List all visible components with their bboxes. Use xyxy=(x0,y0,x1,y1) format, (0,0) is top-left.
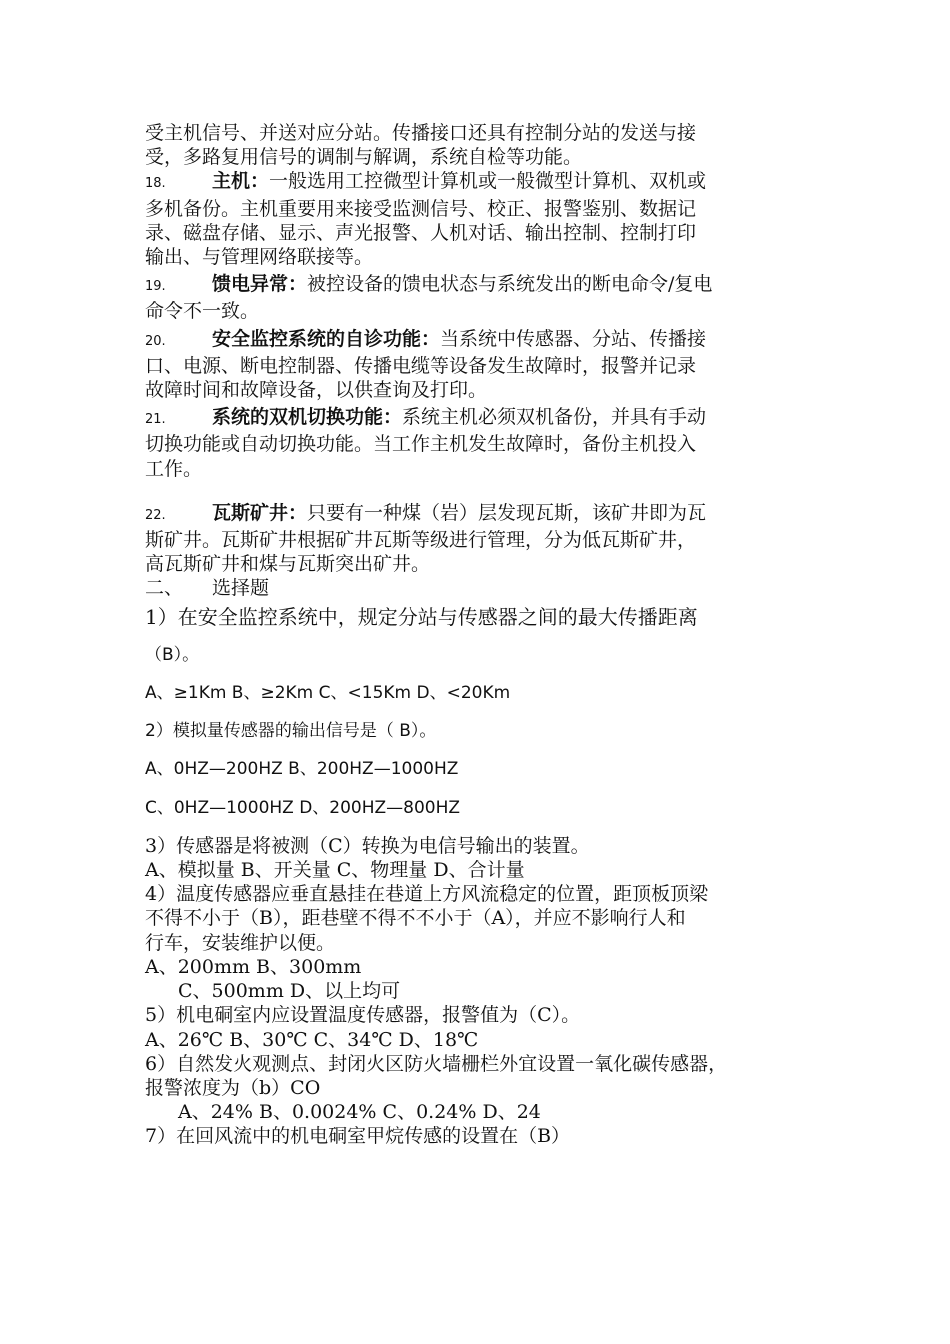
question-6-line-2: 报警浓度为（b）CO xyxy=(145,1076,321,1099)
question-7: 7）在回风流中的机电硐室甲烷传感的设置在（B） xyxy=(145,1125,571,1148)
question-5: 5）机电硐室内应设置温度传感器，报警值为（C）。 xyxy=(145,1004,581,1027)
definitions-list xyxy=(145,169,825,576)
question-2: 2）模拟量传感器的输出信号是（ B）。 xyxy=(145,721,437,742)
definition-continuation: 故障时间和故障设备，以供查询及打印。 xyxy=(145,379,488,402)
section-number: 二、 xyxy=(145,577,184,600)
definition-text: 一般选用工控微型计算机或一般微型计算机、双机或 xyxy=(269,170,707,193)
question-6-options: A、24% B、0.0024% C、0.24% D、24 xyxy=(178,1101,541,1124)
question-4-options-1: A、200mm B、300mm xyxy=(145,955,362,978)
definition-separator: ： xyxy=(383,406,403,429)
definition-text: 当系统中传感器、分站、传播接 xyxy=(440,327,707,350)
question-3-options: A、模拟量 B、开关量 C、物理量 D、合计量 xyxy=(145,859,525,882)
definition-separator: ： xyxy=(288,273,308,296)
question-4-line-3: 行车，安装维护以便。 xyxy=(145,931,336,954)
question-1-options: A、≥1Km B、≥2Km C、<15Km D、<20Km xyxy=(145,683,511,704)
intro-line-2: 受，多路复用信号的调制与解调，系统自检等功能。 xyxy=(145,146,583,169)
definition-number: 22. xyxy=(145,507,166,523)
definition-continuation: 输出、与管理网络联接等。 xyxy=(145,246,374,269)
definition-item xyxy=(145,405,825,432)
definition-term: 瓦斯矿井 xyxy=(212,501,289,524)
definition-continuation: 切换功能或自动切换功能。当工作主机发生故障时，备份主机投入 xyxy=(145,433,697,456)
document-page xyxy=(145,121,825,1149)
definition-continuation: 高瓦斯矿井和煤与瓦斯突出矿井。 xyxy=(145,553,431,576)
intro-line-1: 受主机信号、并送对应分站。传播接口还具有控制分站的发送与接 xyxy=(145,122,697,144)
definition-item xyxy=(145,501,825,528)
question-4-line-2: 不得不小于（B），距巷壁不得不不小于（A），并应不影响行人和 xyxy=(145,907,686,930)
definition-term: 安全监控系统的自诊功能 xyxy=(212,327,422,350)
definition-number: 21. xyxy=(145,412,166,428)
definition-text: 只要有一种煤（岩）层发现瓦斯，该矿井即为瓦 xyxy=(307,501,707,524)
question-2-options-1: A、0HZ—200HZ B、200HZ—1000HZ xyxy=(145,759,459,780)
definition-number: 20. xyxy=(145,333,166,349)
definition-continuation: 口、电源、断电控制器、传播电缆等设备发生故障时，报警并记录 xyxy=(145,354,697,377)
definition-continuation: 工作。 xyxy=(145,457,203,480)
definition-item xyxy=(145,272,825,299)
question-3: 3）传感器是将被测（C）转换为电信号输出的装置。 xyxy=(145,834,590,857)
question-4-line-1: 4）温度传感器应垂直悬挂在巷道上方风流稳定的位置，距顶板顶梁 xyxy=(145,883,709,906)
definition-separator: ： xyxy=(250,170,270,193)
section-heading xyxy=(145,576,825,600)
definition-text: 系统主机必须双机备份，并具有手动 xyxy=(402,406,707,429)
question-1-answer: （B）。 xyxy=(145,644,200,665)
question-1: 1）在安全监控系统中，规定分站与传感器之间的最大传播距离 xyxy=(145,604,698,629)
definition-number: 19. xyxy=(145,279,166,295)
definition-continuation: 录、磁盘存储、显示、声光报警、人机对话、输出控制、控制打印 xyxy=(145,221,697,244)
section-title: 选择题 xyxy=(212,577,270,600)
definition-separator: ： xyxy=(421,327,441,350)
definition-term: 系统的双机切换功能 xyxy=(212,406,384,429)
question-2-options-2: C、0HZ—1000HZ D、200HZ—800HZ xyxy=(145,797,461,818)
question-5-options: A、26℃ B、30℃ C、34℃ D、18℃ xyxy=(145,1028,479,1051)
definition-number: 18. xyxy=(145,176,166,192)
definition-term: 馈电异常 xyxy=(212,273,289,296)
definition-continuation: 命令不一致。 xyxy=(145,300,260,323)
definition-text: 被控设备的馈电状态与系统发出的断电命令/复电 xyxy=(307,273,713,296)
definition-separator: ： xyxy=(288,501,308,524)
definition-continuation: 多机备份。主机重要用来接受监测信号、校正、报警鉴别、数据记 xyxy=(145,197,697,220)
question-4-options-2: C、500mm D、以上均可 xyxy=(178,980,401,1003)
definition-term: 主机 xyxy=(212,170,251,193)
definition-item xyxy=(145,169,825,196)
definition-item xyxy=(145,327,825,354)
question-6-line-1: 6）自然发火观测点、封闭火区防火墙栅栏外宜设置一氧化碳传感器， xyxy=(145,1052,728,1075)
definition-continuation: 斯矿井。瓦斯矿井根据矿井瓦斯等级进行管理，分为低瓦斯矿井， xyxy=(145,529,697,552)
